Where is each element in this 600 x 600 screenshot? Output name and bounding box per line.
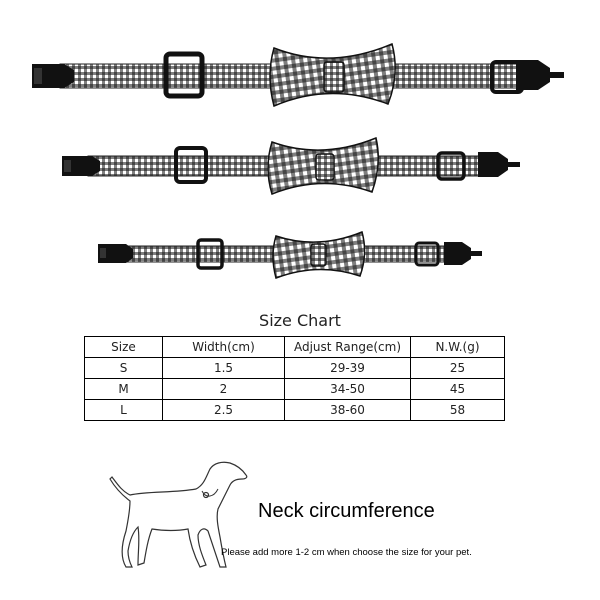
collar-small-image [0,0,600,290]
cell-adjust-range: 38-60 [285,400,411,421]
cell-size: M [85,379,163,400]
cell-width: 2.5 [163,400,285,421]
table-header-row [85,337,505,358]
cell-adjust-range: 34-50 [285,379,411,400]
cell-width: 1.5 [163,358,285,379]
size-chart-table [84,336,505,421]
bow-tie-collar-small-icon [98,232,482,278]
cell-net-weight: 58 [411,400,505,421]
cell-size: L [85,400,163,421]
table-row [85,400,505,421]
header-net-weight: N.W.(g) [411,337,505,358]
cell-net-weight: 25 [411,358,505,379]
table-row [85,379,505,400]
cell-size: S [85,358,163,379]
size-chart-title: Size Chart [259,311,341,330]
cell-width: 2 [163,379,285,400]
neck-circumference-title: Neck circumference [258,500,435,522]
size-advice-note: Please add more 1-2 cm when choose the size for your pet. [221,547,472,558]
header-width: Width(cm) [163,337,285,358]
header-size: Size [85,337,163,358]
header-adjust-range: Adjust Range(cm) [285,337,411,358]
cell-adjust-range: 29-39 [285,358,411,379]
table-row [85,358,505,379]
cell-net-weight: 45 [411,379,505,400]
